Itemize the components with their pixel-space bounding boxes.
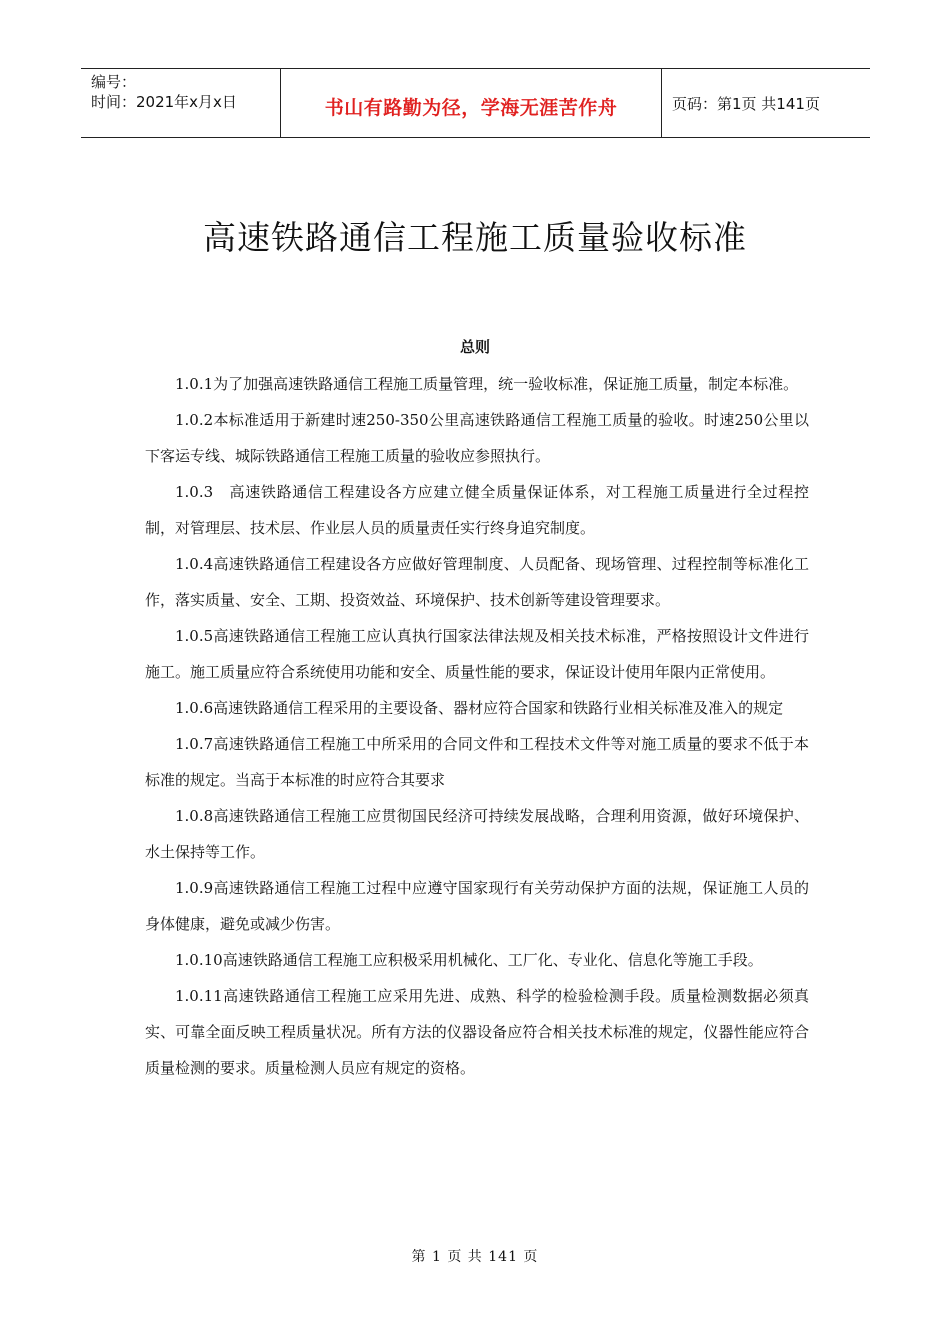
page-label: 页码：第1页 共141页 [672, 94, 820, 113]
section-heading: 总则 [459, 338, 490, 356]
document-title: 高速铁路通信工程施工质量验收标准 [203, 218, 747, 257]
clause-1-0-3: 1.0.3 高速铁路通信工程建设各方应建立健全质量保证体系，对工程施工质量进行全过程控制，对管理层、技术层、作业层人员的质量责任实行终身追究制度。 [145, 483, 809, 537]
clause-1-0-6: 1.0.6高速铁路通信工程采用的主要设备、器材应符合国家和铁路行业相关标准及准入的规定 [175, 699, 784, 717]
clause-1-0-9: 1.0.9高速铁路通信工程施工过程中应遵守国家现行有关劳动保护方面的法规，保证施工人员的身体健康，避免或减少伤害。 [145, 879, 809, 933]
clause-1-0-7: 1.0.7高速铁路通信工程施工中所采用的合同文件和工程技术文件等对施工质量的要求不低于本标准的规定。当高于本标准的时应符合其要求 [145, 735, 809, 789]
clause-1-0-2: 1.0.2本标准适用于新建时速250-350公里高速铁路通信工程施工质量的验收。时速250公里以下客运专线、城际铁路通信工程施工质量的验收应参照执行。 [145, 411, 809, 465]
header-table [81, 68, 870, 138]
clause-1-0-4: 1.0.4高速铁路通信工程建设各方应做好管理制度、人员配备、现场管理、过程控制等标准化工作，落实质量、安全、工期、投资效益、环境保护、技术创新等建设管理要求。 [145, 555, 809, 609]
page-footer: 第 1 页 共 141 页 [411, 1249, 539, 1265]
clause-1-0-11: 1.0.11高速铁路通信工程施工应采用先进、成熟、科学的检验检测手段。质量检测数据必须真实、可靠全面反映工程质量状况。所有方法的仪器设备应符合相关技术标准的规定，仪器性能应符合质量检测的要求。质量检测人员应有规定的资格。 [145, 987, 809, 1077]
clause-1-0-5: 1.0.5高速铁路通信工程施工应认真执行国家法律法规及相关技术标准，严格按照设计文件进行施工。施工质量应符合系统使用功能和安全、质量性能的要求，保证设计使用年限内正常使用。 [145, 627, 809, 681]
clause-1-0-1: 1.0.1为了加强高速铁路通信工程施工质量管理，统一验收标准，保证施工质量，制定本标准。 [175, 375, 799, 393]
header-page-cell [662, 69, 870, 137]
time-label: 时间：2021年x月x日 [91, 93, 237, 111]
motto: 书山有路勤为径，学海无涯苦作舟 [324, 96, 618, 119]
body-text [145, 366, 809, 1086]
header-meta-cell [81, 69, 281, 137]
code-label: 编号： [91, 73, 137, 91]
clause-1-0-8: 1.0.8高速铁路通信工程施工应贯彻国民经济可持续发展战略，合理利用资源，做好环境保护、水土保持等工作。 [145, 807, 809, 861]
clause-1-0-10: 1.0.10高速铁路通信工程施工应积极采用机械化、工厂化、专业化、信息化等施工手段。 [175, 951, 763, 969]
header-motto-cell [281, 69, 662, 137]
